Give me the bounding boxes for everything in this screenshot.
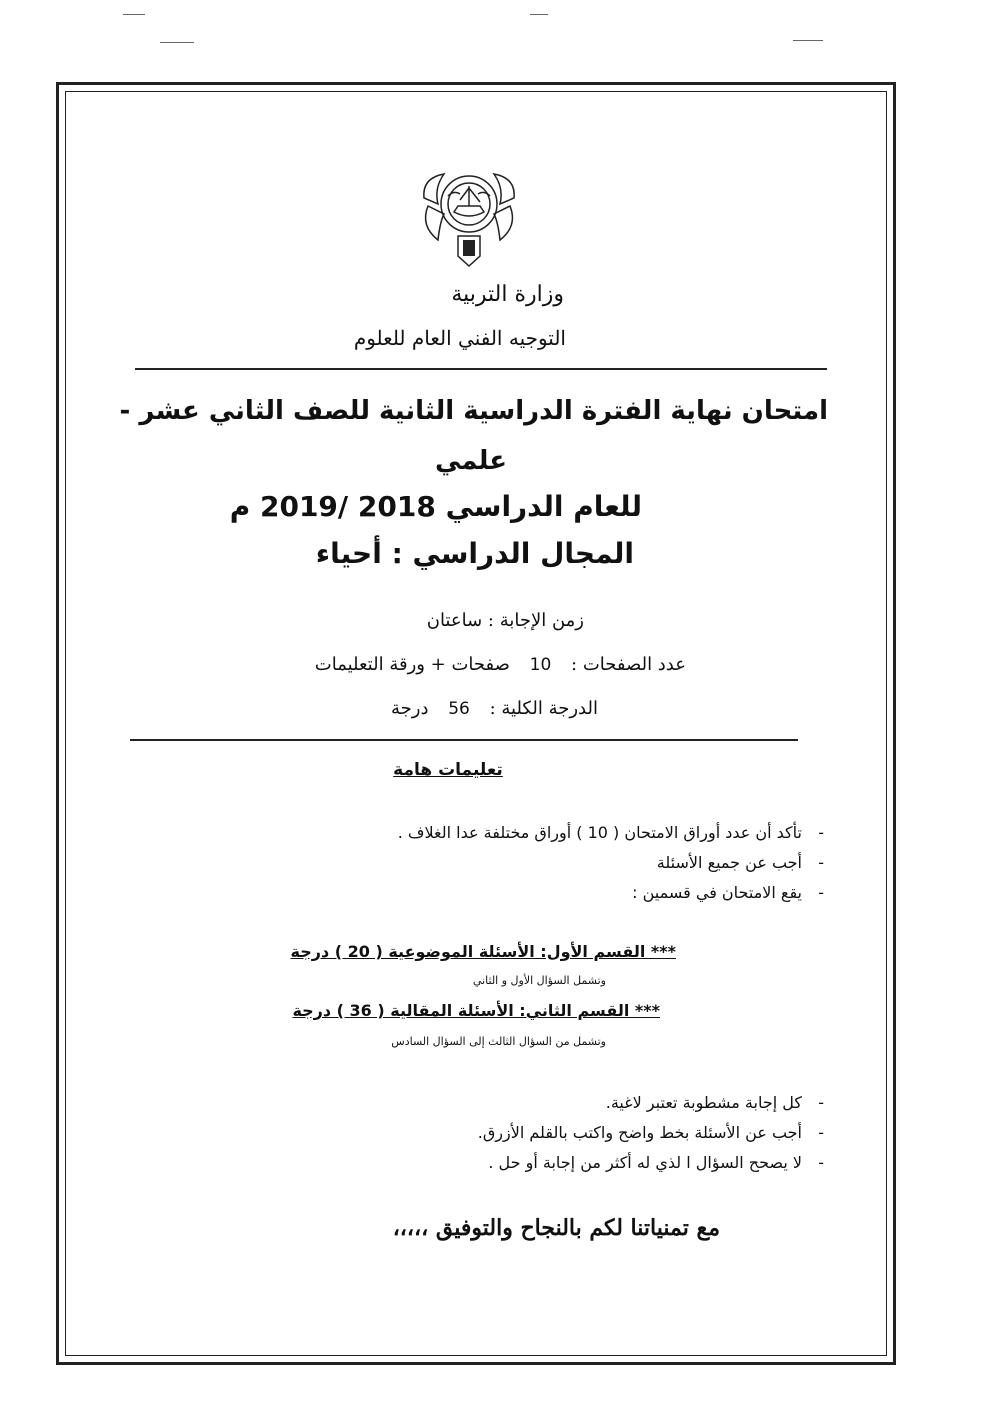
list-item (398, 818, 824, 848)
bullet-dash: - (818, 853, 824, 872)
instructions-heading: تعليمات هامة (393, 760, 503, 780)
section-one: *** القسم الأول: الأسئلة الموضوعية ( 20 ) درجة (290, 942, 676, 961)
answer-time-label: زمن الإجابة : (487, 610, 584, 631)
ministry-name: وزارة التربية (451, 282, 564, 307)
total-score-value: 56 (448, 699, 470, 719)
list-item (478, 1148, 824, 1178)
exam-title-line1: امتحان نهاية الفترة الدراسية الثانية للصف الثاني عشر - (119, 396, 828, 426)
section-one-note: وتشمل السؤال الأول و الثاني (472, 974, 606, 987)
closing-wishes: مع تمنياتنا لكم بالنجاح والتوفيق ،،،،، (392, 1215, 720, 1241)
list-item (398, 878, 824, 908)
instruction-text: يقع الامتحان في قسمين : (632, 883, 802, 902)
rule-text: أجب عن الأسئلة بخط واضح واكتب بالقلم الأزرق. (477, 1123, 802, 1142)
section-two-note: وتشمل من السؤال الثالث إلى السؤال السادس (391, 1035, 606, 1048)
scan-mark (123, 14, 145, 15)
state-emblem-icon (414, 160, 524, 270)
page-count-label: عدد الصفحات : (571, 654, 686, 675)
exam-subject: المجال الدراسي : أحياء (315, 537, 634, 570)
rule-text: كل إجابة مشطوبة تعتبر لاغية. (605, 1093, 802, 1112)
exam-title-year: للعام الدراسي 2018 /2019 م (229, 490, 642, 523)
bullet-dash: - (818, 1153, 824, 1172)
instruction-text: تأكد أن عدد أوراق الامتحان ( 10 ) أوراق مختلفة عدا الغلاف . (397, 823, 802, 842)
exam-title-line2: علمي (434, 446, 508, 476)
scan-mark (160, 42, 194, 43)
page-count-value: 10 (529, 655, 552, 675)
scan-mark (793, 40, 823, 41)
info-divider (130, 739, 798, 741)
directorate-name: التوجيه الفني العام للعلوم (353, 326, 566, 350)
total-score-label: الدرجة الكلية : (489, 698, 598, 719)
section-two: *** القسم الثاني: الأسئلة المقالية ( 36 ) درجة (292, 1001, 660, 1020)
header-divider (135, 368, 827, 370)
instruction-text: أجب عن جميع الأسئلة (656, 853, 802, 872)
instructions-list (398, 818, 824, 908)
answer-time (300, 610, 584, 631)
rules-list (478, 1088, 824, 1178)
total-score (360, 698, 598, 719)
list-item (478, 1118, 824, 1148)
bullet-dash: - (818, 1093, 824, 1112)
rule-text: لا يصحح السؤال ا لذي له أكثر من إجابة أو حل . (488, 1153, 802, 1172)
page-count-suffix: صفحات + ورقة التعليمات (314, 654, 510, 675)
list-item (398, 848, 824, 878)
bullet-dash: - (818, 823, 824, 842)
scan-mark (530, 14, 548, 15)
bullet-dash: - (818, 1123, 824, 1142)
list-item (478, 1088, 824, 1118)
answer-time-value: ساعتان (426, 610, 483, 631)
page-count (270, 654, 686, 675)
bullet-dash: - (818, 883, 824, 902)
total-score-unit: درجة (391, 698, 429, 719)
